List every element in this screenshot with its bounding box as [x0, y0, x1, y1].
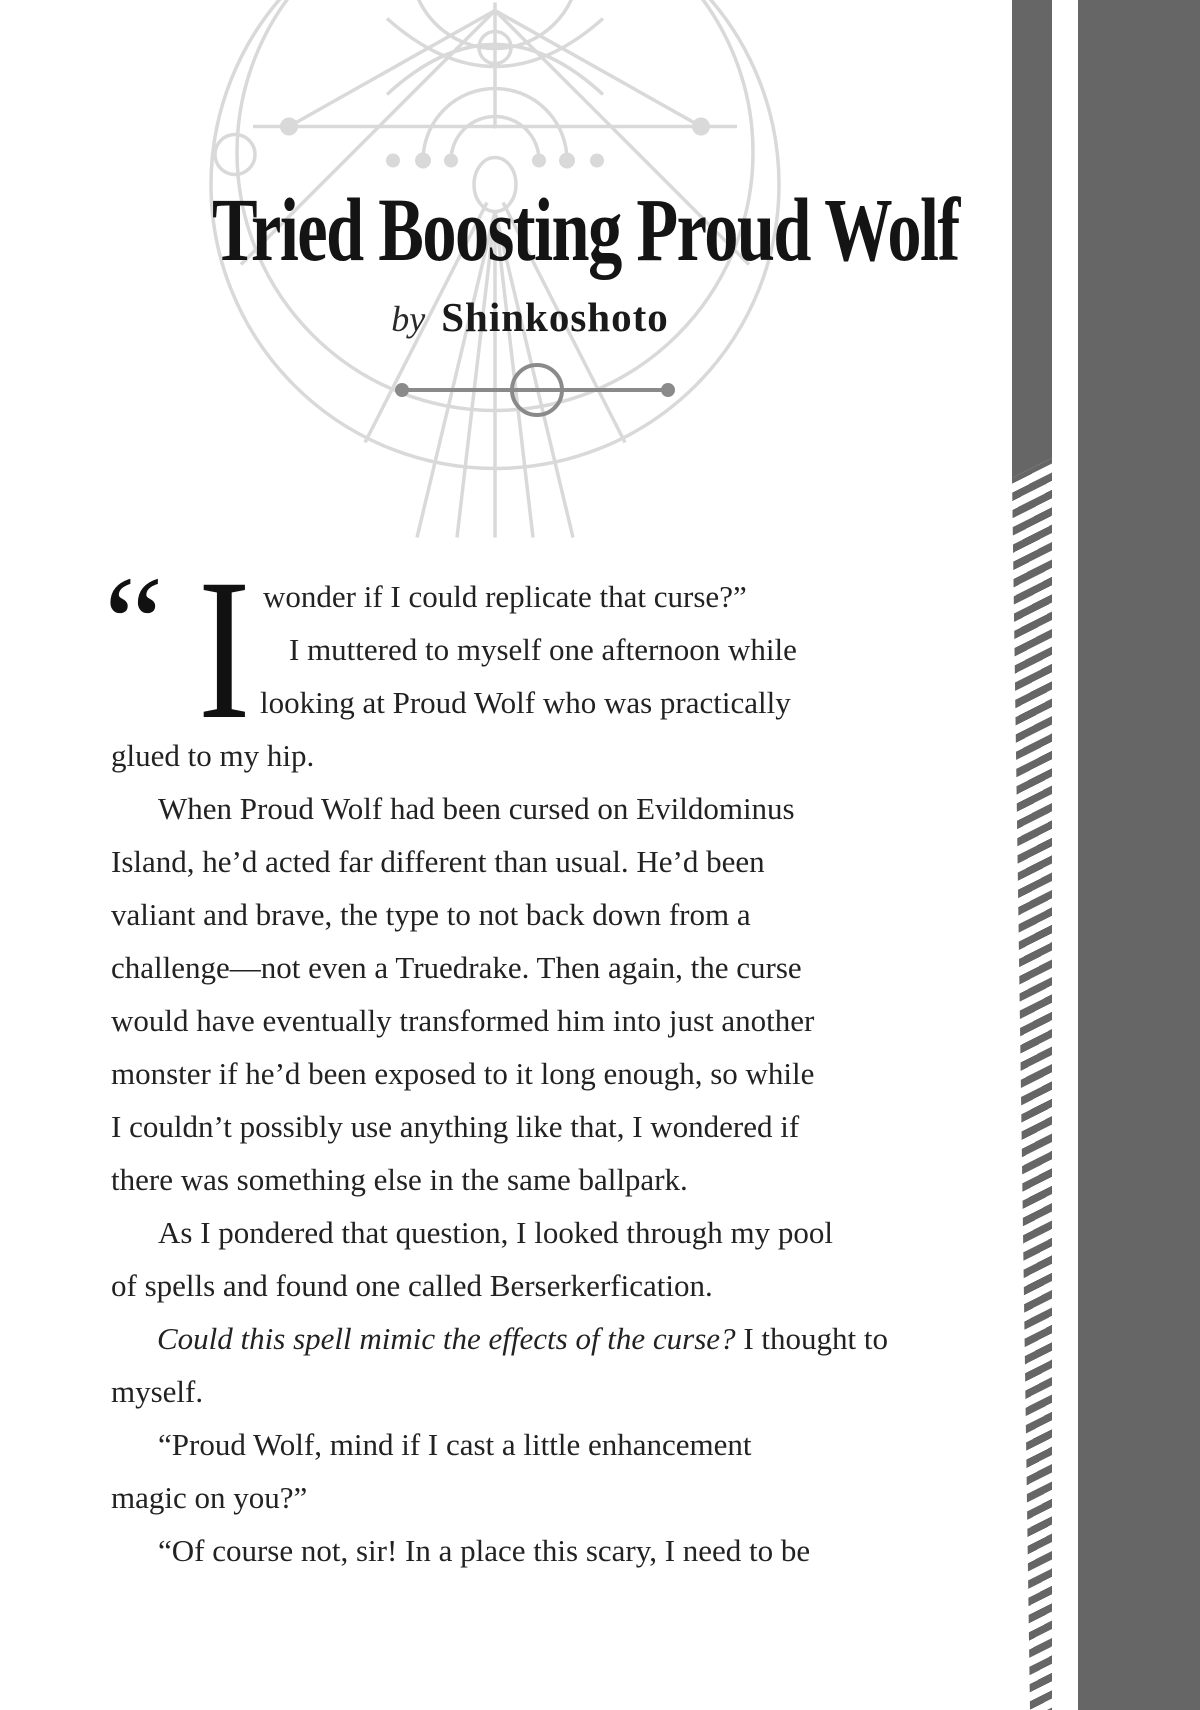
text-line: magic on you?”: [111, 1480, 308, 1515]
text-line: monster if he’d been exposed to it long enough, so while: [111, 1056, 815, 1091]
text-line: there was something else in the same ballpark.: [111, 1162, 688, 1197]
text-line: wonder if I could replicate that curse?”: [263, 579, 747, 614]
byline-prefix: by: [391, 299, 426, 339]
text-line: would have eventually transformed him into just another: [111, 1003, 815, 1038]
text-line: When Proud Wolf had been cursed on Evildominus: [158, 791, 795, 826]
author-name: Shinkoshoto: [441, 294, 669, 340]
text-line: As I pondered that question, I looked through my pool: [158, 1215, 834, 1250]
text-line: challenge—not even a Truedrake. Then again, the curse: [111, 950, 802, 985]
chapter-title: Tried Boosting Proud Wolf: [211, 181, 959, 280]
drop-cap: I: [198, 537, 251, 761]
text-line: glued to my hip.: [111, 738, 315, 773]
text-line: I muttered to myself one afternoon while: [289, 632, 797, 667]
text-line: myself.: [111, 1374, 204, 1409]
striped-ribbon: [1012, 458, 1052, 1710]
body-text: [111, 570, 911, 1577]
text-line: Could this spell mimic the effects of the curse? I thought to: [157, 1321, 888, 1356]
text-line: looking at Proud Wolf who was practically: [260, 685, 791, 720]
inner-edge-bar: [1012, 0, 1052, 478]
text-line: of spells and found one called Berserkerfication.: [111, 1268, 713, 1303]
outer-edge-bar: [1078, 0, 1200, 1710]
text-line: “Of course not, sir! In a place this scary, I need to be: [158, 1533, 811, 1568]
opening-quote-mark: “: [104, 549, 164, 697]
byline: [0, 293, 1060, 341]
text-line: valiant and brave, the type to not back down from a: [111, 897, 751, 932]
text-line: I couldn’t possibly use anything like that, I wondered if: [111, 1109, 800, 1144]
text-line: “Proud Wolf, mind if I cast a little enhancement: [158, 1427, 752, 1462]
text-line: Island, he’d acted far different than usual. He’d been: [111, 844, 765, 879]
